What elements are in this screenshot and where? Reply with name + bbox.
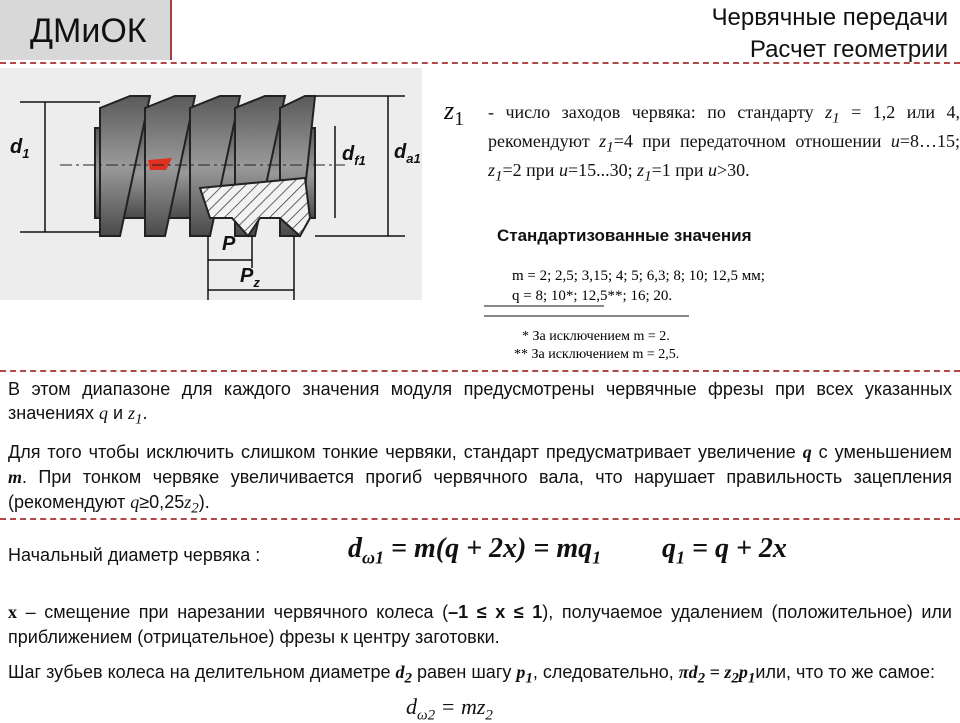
paragraph-2: Для того чтобы исключить слишком тонкие червяки, стандарт предусматривает увеличение q с уменьшением m. При тонком червяке увеличивается прогиб червячного вала, что нарушает правильность зацепления (рекомендуют $q\ge 0,25z_2$). — [8, 442, 952, 517]
paragraph-1: В этом диапазоне для каждого значения модуля предусмотрены червячные фрезы при всех указанных значениях q и $z_1$. — [8, 379, 952, 428]
worm-figure — [0, 68, 422, 300]
formula-q1: $q_1 = q + 2x$ — [662, 533, 787, 568]
standard-values-title: Стандартизованные значения — [497, 226, 752, 245]
z1-description: - число заходов червяка: по стандарту $z_1 = 1,2$ или 4, рекомендуют $z_1=4$ при передаточном отношении u=8…15; $z_1=2$ при u=15...30; $z_1=1$ при u>30. — [488, 102, 960, 185]
section-hatch — [200, 178, 310, 236]
label-d1: $d_1$ — [10, 136, 30, 161]
std-m-row: m = 2; 2,5; 3,15; 4; 5; 6,3; 8; 10; 12,5 мм; — [512, 268, 765, 284]
label-pz: $P_z$ — [240, 265, 260, 290]
logo-text: ДМиОК — [30, 12, 147, 50]
std-q-row: q = 8; 10*; 12,5**; 16; 20. — [512, 288, 673, 304]
worm-drawing — [0, 68, 422, 300]
label-p: P — [222, 233, 236, 255]
paragraph-3: x – смещение при нарезании червячного колеса (–1 ≤ x ≤ 1), получаемое удалением (положительное) или приближением (отрицательное) фрезы к центру заготовки. — [8, 602, 952, 647]
initial-diameter-label: Начальный диаметр червяка : — [8, 545, 261, 565]
page-title-line2: Расчет геометрии — [749, 36, 948, 63]
formula-dw2: $d_{\omega 2} = mz_2$ — [406, 694, 493, 723]
divider-top — [0, 62, 960, 64]
standard-values-table — [464, 260, 888, 366]
page-title-line1: Червячные передачи — [711, 4, 948, 31]
formula-initial-diameter: $d_{\omega 1} = m(q + 2x) = mq_1$ — [348, 533, 602, 568]
divider-mid — [0, 370, 960, 372]
divider-mid2 — [0, 518, 960, 520]
label-da1: $d_{a1}$ — [394, 141, 421, 166]
std-note1: * За исключением m = 2. — [522, 329, 670, 344]
paragraph-4: Шаг зубьев колеса на делительном диаметре $d_2$ равен шагу $p_1$, следовательно, $\pi d_2 = z_2p_1или$, что то же самое: — [8, 662, 935, 687]
std-note2: ** За исключением m = 2,5. — [514, 347, 680, 362]
z1-symbol: $z_1$ — [444, 96, 465, 131]
label-df1: $d_{f1}$ — [342, 143, 366, 168]
